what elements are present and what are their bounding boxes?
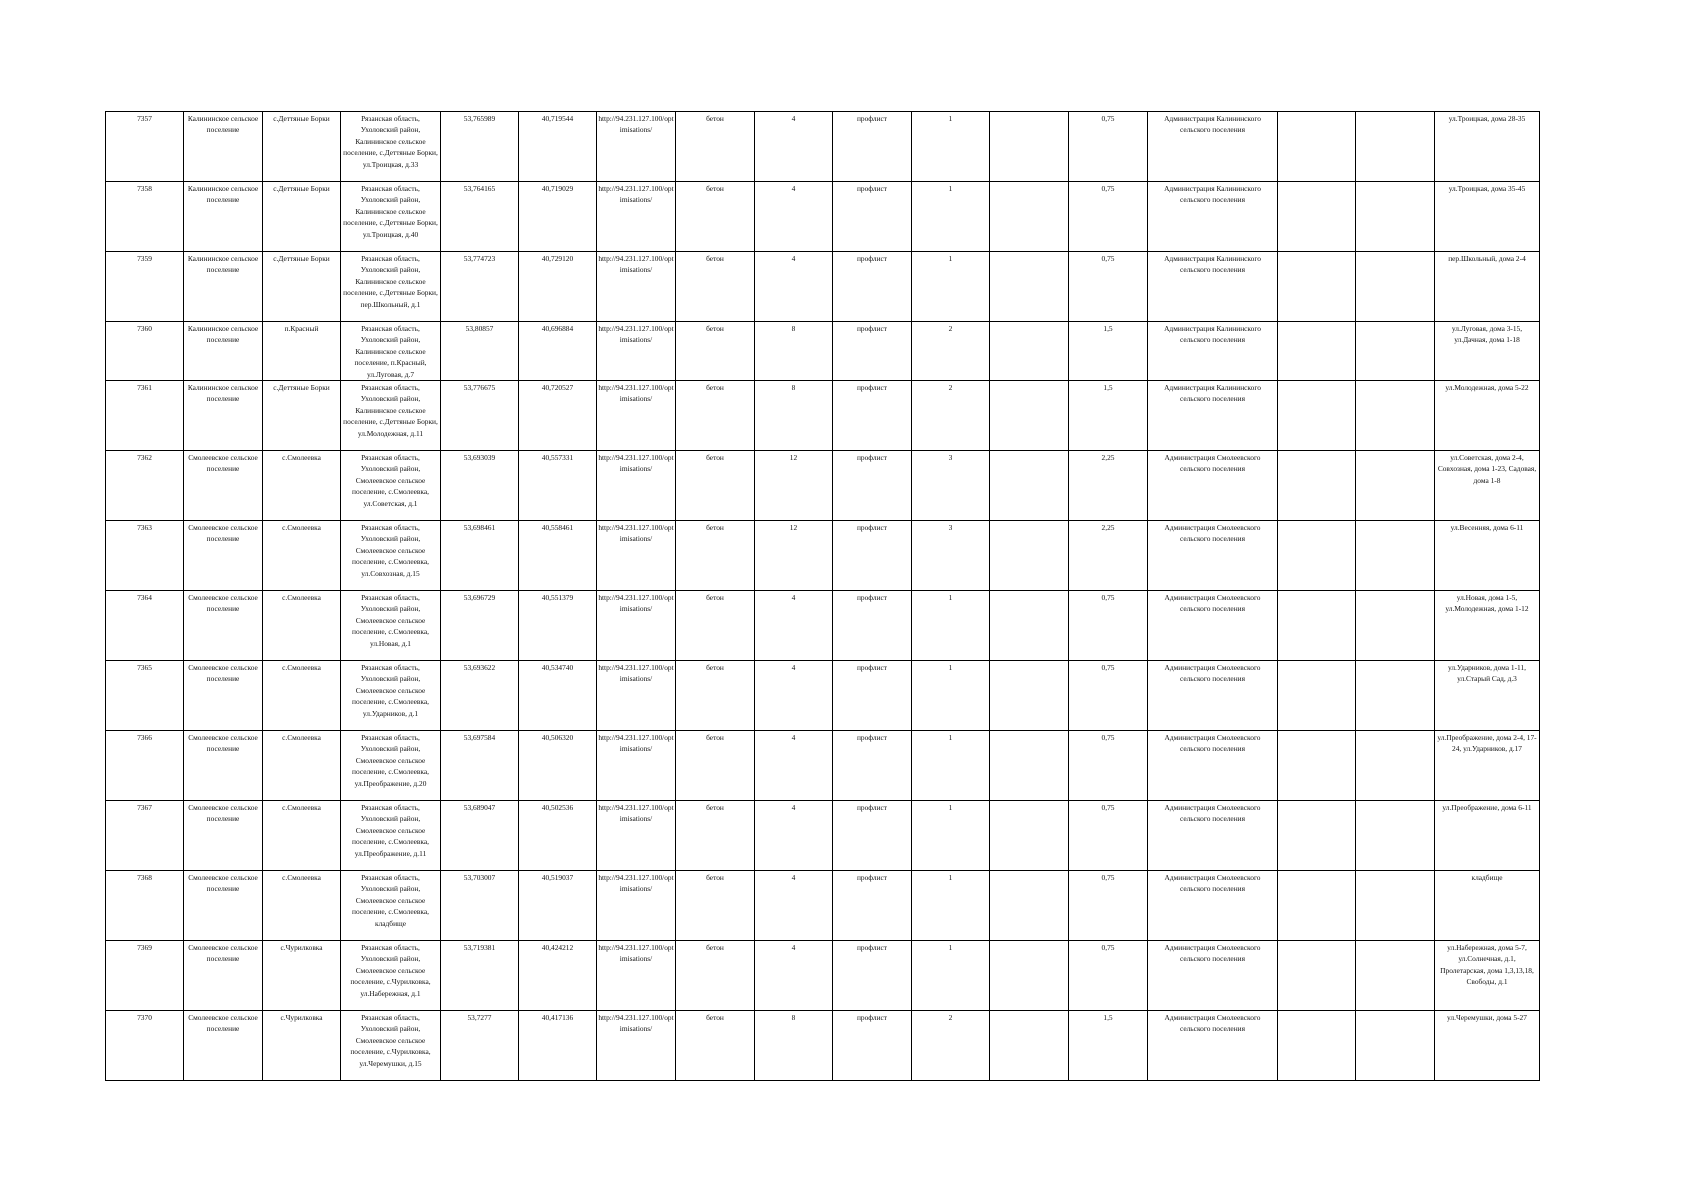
empty-cell: [1356, 451, 1435, 521]
empty-cell: [1356, 252, 1435, 322]
fence-cell: профлист: [833, 112, 912, 182]
owner-cell: Администрация Смолеевского сельского поселения: [1148, 941, 1278, 1011]
containers-count-cell: 3: [912, 451, 990, 521]
area-cell: 4: [755, 112, 833, 182]
settlement-cell: Смолеевское сельское поселение: [184, 451, 263, 521]
latitude-cell: 53,7277: [441, 1011, 519, 1081]
link-cell: http://94.231.127.100/optimisations/: [597, 112, 676, 182]
empty-cell: [1278, 731, 1356, 801]
locality-cell: с.Смолеевка: [263, 591, 341, 661]
owner-cell: Администрация Калининского сельского поселения: [1148, 182, 1278, 252]
address-cell: Рязанская область, Ухоловский район, Смолеевское сельское поселение, с.Смолеевка, ул.Преображение, д.20: [341, 731, 441, 801]
address-cell: Рязанская область, Ухоловский район, Смолеевское сельское поселение, с.Чурилковка, ул.Черемушки, д.15: [341, 1011, 441, 1081]
fence-cell: профлист: [833, 252, 912, 322]
latitude-cell: 53,703007: [441, 871, 519, 941]
link-cell: http://94.231.127.100/optimisations/: [597, 381, 676, 451]
empty-cell: [1278, 521, 1356, 591]
empty-cell: [1278, 871, 1356, 941]
cover-cell: бетон: [676, 252, 755, 322]
spreadsheet-page: [105, 111, 1540, 1081]
volume-cell: 0,75: [1069, 731, 1148, 801]
locality-cell: с.Смолеевка: [263, 731, 341, 801]
settlement-cell: Смолеевское сельское поселение: [184, 1011, 263, 1081]
locality-cell: с.Деттяные Борки: [263, 182, 341, 252]
owner-cell: Администрация Смолеевского сельского поселения: [1148, 801, 1278, 871]
area-cell: 8: [755, 1011, 833, 1081]
volume-cell: 0,75: [1069, 591, 1148, 661]
empty-cell: [990, 801, 1069, 871]
table-row: [106, 661, 1540, 731]
volume-cell: 1,5: [1069, 381, 1148, 451]
owner-cell: Администрация Калининского сельского поселения: [1148, 112, 1278, 182]
empty-cell: [1278, 591, 1356, 661]
settlement-cell: Калининское сельское поселение: [184, 322, 263, 381]
served-addresses-cell: ул.Преображение, дома 2-4, 17-24, ул.Ударников, д.17: [1435, 731, 1540, 801]
containers-count-cell: 3: [912, 521, 990, 591]
fence-cell: профлист: [833, 591, 912, 661]
cover-cell: бетон: [676, 451, 755, 521]
settlement-cell: Смолеевское сельское поселение: [184, 521, 263, 591]
containers-count-cell: 1: [912, 661, 990, 731]
link-cell: http://94.231.127.100/optimisations/: [597, 941, 676, 1011]
cover-cell: бетон: [676, 801, 755, 871]
address-cell: Рязанская область, Ухоловский район, Смолеевское сельское поселение, с.Смолеевка, кладбище: [341, 871, 441, 941]
area-cell: 4: [755, 591, 833, 661]
longitude-cell: 40,719029: [519, 182, 597, 252]
address-cell: Рязанская область, Ухоловский район, Смолеевское сельское поселение, с.Смолеевка, ул.Преображение, д.11: [341, 801, 441, 871]
empty-cell: [1356, 521, 1435, 591]
address-cell: Рязанская область, Ухоловский район, Смолеевское сельское поселение, с.Чурилковка, ул.Набережная, д.1: [341, 941, 441, 1011]
owner-cell: Администрация Смолеевского сельского поселения: [1148, 451, 1278, 521]
served-addresses-cell: ул.Ударников, дома 1-11, ул.Старый Сад, д.3: [1435, 661, 1540, 731]
empty-cell: [990, 322, 1069, 381]
owner-cell: Администрация Калининского сельского поселения: [1148, 322, 1278, 381]
area-cell: 4: [755, 731, 833, 801]
table-row: [106, 252, 1540, 322]
served-addresses-cell: ул.Троицкая, дома 28-35: [1435, 112, 1540, 182]
cover-cell: бетон: [676, 381, 755, 451]
settlement-cell: Смолеевское сельское поселение: [184, 941, 263, 1011]
cover-cell: бетон: [676, 521, 755, 591]
area-cell: 4: [755, 182, 833, 252]
area-cell: 4: [755, 252, 833, 322]
locality-cell: п.Красный: [263, 322, 341, 381]
served-addresses-cell: ул.Новая, дома 1-5, ул.Молодежная, дома 1-12: [1435, 591, 1540, 661]
containers-count-cell: 1: [912, 801, 990, 871]
empty-cell: [1278, 322, 1356, 381]
area-cell: 4: [755, 871, 833, 941]
settlement-cell: Смолеевское сельское поселение: [184, 801, 263, 871]
row-id-cell: 7367: [106, 801, 184, 871]
row-id-cell: 7361: [106, 381, 184, 451]
volume-cell: 2,25: [1069, 521, 1148, 591]
containers-count-cell: 1: [912, 871, 990, 941]
link-cell: http://94.231.127.100/optimisations/: [597, 322, 676, 381]
longitude-cell: 40,424212: [519, 941, 597, 1011]
empty-cell: [1356, 112, 1435, 182]
served-addresses-cell: ул.Молодежная, дома 5-22: [1435, 381, 1540, 451]
address-cell: Рязанская область, Ухоловский район, Смолеевское сельское поселение, с.Смолеевка, ул.Новая, д.1: [341, 591, 441, 661]
table-row: [106, 112, 1540, 182]
area-cell: 4: [755, 801, 833, 871]
longitude-cell: 40,696884: [519, 322, 597, 381]
area-cell: 12: [755, 451, 833, 521]
settlement-cell: Калининское сельское поселение: [184, 381, 263, 451]
empty-cell: [1356, 801, 1435, 871]
cover-cell: бетон: [676, 661, 755, 731]
link-cell: http://94.231.127.100/optimisations/: [597, 661, 676, 731]
locality-cell: с.Смолеевка: [263, 801, 341, 871]
empty-cell: [990, 1011, 1069, 1081]
owner-cell: Администрация Смолеевского сельского поселения: [1148, 871, 1278, 941]
settlement-cell: Калининское сельское поселение: [184, 182, 263, 252]
owner-cell: Администрация Смолеевского сельского поселения: [1148, 1011, 1278, 1081]
link-cell: http://94.231.127.100/optimisations/: [597, 871, 676, 941]
empty-cell: [990, 661, 1069, 731]
owner-cell: Администрация Калининского сельского поселения: [1148, 381, 1278, 451]
empty-cell: [990, 182, 1069, 252]
fence-cell: профлист: [833, 182, 912, 252]
locality-cell: с.Смолеевка: [263, 661, 341, 731]
served-addresses-cell: ул.Черемушки, дома 5-27: [1435, 1011, 1540, 1081]
longitude-cell: 40,719544: [519, 112, 597, 182]
longitude-cell: 40,519037: [519, 871, 597, 941]
row-id-cell: 7369: [106, 941, 184, 1011]
area-cell: 8: [755, 322, 833, 381]
latitude-cell: 53,719381: [441, 941, 519, 1011]
longitude-cell: 40,729120: [519, 252, 597, 322]
containers-count-cell: 1: [912, 941, 990, 1011]
table-row: [106, 1011, 1540, 1081]
row-id-cell: 7360: [106, 322, 184, 381]
latitude-cell: 53,776675: [441, 381, 519, 451]
locality-cell: с.Деттяные Борки: [263, 112, 341, 182]
settlement-cell: Смолеевское сельское поселение: [184, 871, 263, 941]
served-addresses-cell: ул.Луговая, дома 3-15, ул.Дачная, дома 1-18: [1435, 322, 1540, 381]
row-id-cell: 7358: [106, 182, 184, 252]
settlement-cell: Калининское сельское поселение: [184, 252, 263, 322]
fence-cell: профлист: [833, 661, 912, 731]
latitude-cell: 53,764165: [441, 182, 519, 252]
empty-cell: [1356, 182, 1435, 252]
fence-cell: профлист: [833, 451, 912, 521]
row-id-cell: 7370: [106, 1011, 184, 1081]
link-cell: http://94.231.127.100/optimisations/: [597, 591, 676, 661]
cover-cell: бетон: [676, 731, 755, 801]
containers-count-cell: 2: [912, 381, 990, 451]
longitude-cell: 40,558461: [519, 521, 597, 591]
address-cell: Рязанская область, Ухоловский район, Смолеевское сельское поселение, с.Смолеевка, ул.Советская, д.1: [341, 451, 441, 521]
table-row: [106, 591, 1540, 661]
longitude-cell: 40,534740: [519, 661, 597, 731]
empty-cell: [990, 591, 1069, 661]
volume-cell: 0,75: [1069, 252, 1148, 322]
containers-count-cell: 1: [912, 112, 990, 182]
volume-cell: 1,5: [1069, 1011, 1148, 1081]
table-row: [106, 381, 1540, 451]
volume-cell: 0,75: [1069, 661, 1148, 731]
empty-cell: [1356, 871, 1435, 941]
fence-cell: профлист: [833, 801, 912, 871]
served-addresses-cell: ул.Советская, дома 2-4, Совхозная, дома 1-23, Садовая, дома 1-8: [1435, 451, 1540, 521]
served-addresses-cell: кладбище: [1435, 871, 1540, 941]
volume-cell: 0,75: [1069, 182, 1148, 252]
served-addresses-cell: ул.Набережная, дома 5-7, ул.Солнечная, д.1, Пролетарская, дома 1,3,13,18, Свободы, д.1: [1435, 941, 1540, 1011]
cover-cell: бетон: [676, 1011, 755, 1081]
table-row: [106, 451, 1540, 521]
row-id-cell: 7362: [106, 451, 184, 521]
volume-cell: 0,75: [1069, 112, 1148, 182]
link-cell: http://94.231.127.100/optimisations/: [597, 1011, 676, 1081]
row-id-cell: 7357: [106, 112, 184, 182]
volume-cell: 0,75: [1069, 871, 1148, 941]
empty-cell: [1278, 252, 1356, 322]
containers-count-cell: 1: [912, 252, 990, 322]
address-cell: Рязанская область, Ухоловский район, Калининское сельское поселение, п.Красный, ул.Луговая, д.7: [341, 322, 441, 381]
locality-cell: с.Чурилковка: [263, 941, 341, 1011]
cover-cell: бетон: [676, 182, 755, 252]
latitude-cell: 53,693622: [441, 661, 519, 731]
link-cell: http://94.231.127.100/optimisations/: [597, 451, 676, 521]
empty-cell: [1356, 381, 1435, 451]
longitude-cell: 40,502536: [519, 801, 597, 871]
latitude-cell: 53,765989: [441, 112, 519, 182]
volume-cell: 0,75: [1069, 801, 1148, 871]
table-row: [106, 521, 1540, 591]
served-addresses-cell: пер.Школьный, дома 2-4: [1435, 252, 1540, 322]
settlement-cell: Калининское сельское поселение: [184, 112, 263, 182]
containers-count-cell: 2: [912, 322, 990, 381]
table-row: [106, 182, 1540, 252]
empty-cell: [1278, 801, 1356, 871]
longitude-cell: 40,506320: [519, 731, 597, 801]
latitude-cell: 53,693039: [441, 451, 519, 521]
address-cell: Рязанская область, Ухоловский район, Смолеевское сельское поселение, с.Смолеевка, ул.Ударников, д.1: [341, 661, 441, 731]
cover-cell: бетон: [676, 112, 755, 182]
served-addresses-cell: ул.Весенняя, дома 6-11: [1435, 521, 1540, 591]
table-row: [106, 731, 1540, 801]
fence-cell: профлист: [833, 1011, 912, 1081]
cover-cell: бетон: [676, 871, 755, 941]
address-cell: Рязанская область, Ухоловский район, Калининское сельское поселение, с.Деттяные Борки, ул.Молодежная, д.11: [341, 381, 441, 451]
area-cell: 4: [755, 941, 833, 1011]
address-cell: Рязанская область, Ухоловский район, Калининское сельское поселение, с.Деттяные Борки, ул.Троицкая, д.33: [341, 112, 441, 182]
area-cell: 4: [755, 661, 833, 731]
empty-cell: [1356, 1011, 1435, 1081]
empty-cell: [1278, 381, 1356, 451]
locality-cell: с.Деттяные Борки: [263, 252, 341, 322]
cover-cell: бетон: [676, 591, 755, 661]
latitude-cell: 53,774723: [441, 252, 519, 322]
table-row: [106, 871, 1540, 941]
empty-cell: [990, 871, 1069, 941]
owner-cell: Администрация Смолеевского сельского поселения: [1148, 661, 1278, 731]
fence-cell: профлист: [833, 941, 912, 1011]
link-cell: http://94.231.127.100/optimisations/: [597, 731, 676, 801]
latitude-cell: 53,80857: [441, 322, 519, 381]
empty-cell: [1278, 661, 1356, 731]
longitude-cell: 40,417136: [519, 1011, 597, 1081]
empty-cell: [990, 252, 1069, 322]
settlement-cell: Смолеевское сельское поселение: [184, 661, 263, 731]
empty-cell: [1356, 941, 1435, 1011]
address-cell: Рязанская область, Ухоловский район, Калининское сельское поселение, с.Деттяные Борки, ул.Троицкая, д.40: [341, 182, 441, 252]
table-body: [106, 112, 1540, 1081]
area-cell: 8: [755, 381, 833, 451]
locality-cell: с.Деттяные Борки: [263, 381, 341, 451]
locality-cell: с.Чурилковка: [263, 1011, 341, 1081]
link-cell: http://94.231.127.100/optimisations/: [597, 182, 676, 252]
empty-cell: [990, 521, 1069, 591]
owner-cell: Администрация Смолеевского сельского поселения: [1148, 591, 1278, 661]
fence-cell: профлист: [833, 322, 912, 381]
empty-cell: [1356, 591, 1435, 661]
row-id-cell: 7359: [106, 252, 184, 322]
fence-cell: профлист: [833, 381, 912, 451]
owner-cell: Администрация Смолеевского сельского поселения: [1148, 731, 1278, 801]
link-cell: http://94.231.127.100/optimisations/: [597, 521, 676, 591]
containers-count-cell: 2: [912, 1011, 990, 1081]
table-row: [106, 941, 1540, 1011]
latitude-cell: 53,698461: [441, 521, 519, 591]
empty-cell: [990, 112, 1069, 182]
empty-cell: [990, 451, 1069, 521]
empty-cell: [1356, 322, 1435, 381]
cover-cell: бетон: [676, 941, 755, 1011]
latitude-cell: 53,697584: [441, 731, 519, 801]
empty-cell: [1278, 112, 1356, 182]
address-cell: Рязанская область, Ухоловский район, Калининское сельское поселение, с.Деттяные Борки, пер.Школьный, д.1: [341, 252, 441, 322]
owner-cell: Администрация Калининского сельского поселения: [1148, 252, 1278, 322]
link-cell: http://94.231.127.100/optimisations/: [597, 252, 676, 322]
row-id-cell: 7366: [106, 731, 184, 801]
container-sites-table: [105, 111, 1540, 1081]
fence-cell: профлист: [833, 731, 912, 801]
area-cell: 12: [755, 521, 833, 591]
longitude-cell: 40,551379: [519, 591, 597, 661]
longitude-cell: 40,557331: [519, 451, 597, 521]
settlement-cell: Смолеевское сельское поселение: [184, 731, 263, 801]
empty-cell: [1278, 451, 1356, 521]
containers-count-cell: 1: [912, 591, 990, 661]
empty-cell: [1356, 661, 1435, 731]
locality-cell: с.Смолеевка: [263, 451, 341, 521]
volume-cell: 1,5: [1069, 322, 1148, 381]
served-addresses-cell: ул.Троицкая, дома 35-45: [1435, 182, 1540, 252]
empty-cell: [990, 941, 1069, 1011]
empty-cell: [1356, 731, 1435, 801]
locality-cell: с.Смолеевка: [263, 521, 341, 591]
empty-cell: [990, 731, 1069, 801]
row-id-cell: 7365: [106, 661, 184, 731]
empty-cell: [1278, 1011, 1356, 1081]
locality-cell: с.Смолеевка: [263, 871, 341, 941]
fence-cell: профлист: [833, 871, 912, 941]
empty-cell: [990, 381, 1069, 451]
empty-cell: [1278, 941, 1356, 1011]
latitude-cell: 53,696729: [441, 591, 519, 661]
cover-cell: бетон: [676, 322, 755, 381]
owner-cell: Администрация Смолеевского сельского поселения: [1148, 521, 1278, 591]
volume-cell: 2,25: [1069, 451, 1148, 521]
containers-count-cell: 1: [912, 182, 990, 252]
served-addresses-cell: ул.Преображение, дома 6-11: [1435, 801, 1540, 871]
row-id-cell: 7364: [106, 591, 184, 661]
settlement-cell: Смолеевское сельское поселение: [184, 591, 263, 661]
address-cell: Рязанская область, Ухоловский район, Смолеевское сельское поселение, с.Смолеевка, ул.Совхозная, д.15: [341, 521, 441, 591]
row-id-cell: 7363: [106, 521, 184, 591]
table-row: [106, 801, 1540, 871]
table-row: [106, 322, 1540, 381]
latitude-cell: 53,689047: [441, 801, 519, 871]
link-cell: http://94.231.127.100/optimisations/: [597, 801, 676, 871]
longitude-cell: 40,720527: [519, 381, 597, 451]
containers-count-cell: 1: [912, 731, 990, 801]
fence-cell: профлист: [833, 521, 912, 591]
volume-cell: 0,75: [1069, 941, 1148, 1011]
empty-cell: [1278, 182, 1356, 252]
row-id-cell: 7368: [106, 871, 184, 941]
